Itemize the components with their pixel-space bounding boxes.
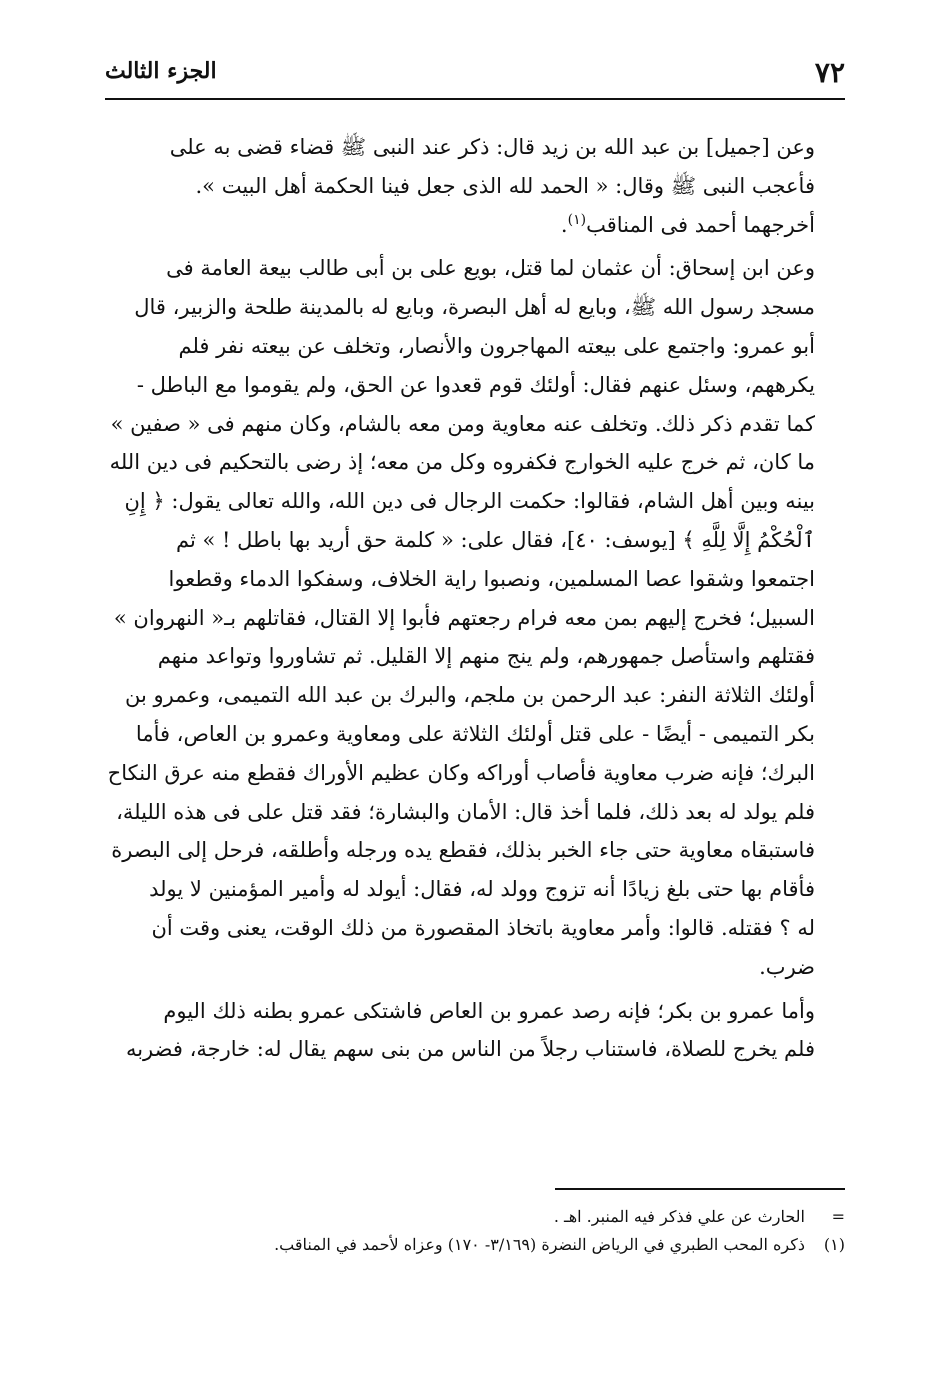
body-text	[105, 128, 845, 1074]
footnote-mark: (١)	[823, 1235, 845, 1254]
running-head	[105, 52, 845, 96]
footnote-continuation	[105, 1203, 845, 1231]
footnotes	[105, 1203, 845, 1259]
text-line: فأقام بها حتى بلغ زيادًا أنه تزوج وولد له، فقال: أيولد له وأمير المؤمنين لا يولد	[149, 877, 815, 902]
text-line: اجتمعوا وشقوا عصا المسلمين، ونصبوا راية الخلاف، وسفكوا الدماء وقطعوا	[168, 566, 815, 591]
text-line: فقتلهم واستأصل جمهورهم، ولم ينج منهم إلا القليل. ثم تشاوروا وتواعد منهم	[157, 644, 815, 669]
footnote-1	[105, 1231, 845, 1259]
volume-title: الجزء الثالث	[105, 58, 217, 84]
footnote-separator	[555, 1188, 845, 1190]
text-line: بكر التميمى - أيضًا - على قتل أولئك الثلاثة على ومعاوية وعمرو بن العاص، فأما	[135, 721, 815, 746]
text-line: وعن ابن إسحاق: أن عثمان لما قتل، بويع على بن أبى طالب بيعة العامة فى	[166, 256, 815, 281]
text-line: السبيل؛ فخرج إليهم بمن معه فرام رجعتهم فأبوا إلا القتال، فقاتلهم بـ« النهروان »	[113, 605, 815, 630]
text-line: أخرجهما أحمد فى المناقب	[586, 212, 815, 237]
text-line: بينه وبين أهل الشام، فقالوا: حكمت الرجال فى دين الله، والله تعالى يقول: ﴿ إِنِ	[124, 489, 815, 514]
text-line-with-footnote	[105, 206, 845, 245]
footnote-text: ذكره المحب الطبري في الرياض النضرة (٣/١٦٩- ١٧٠) وعزاه لأحمد في المناقب.	[274, 1235, 805, 1254]
text-line: وأما عمرو بن بكر؛ فإنه رصد عمرو بن العاص فاشتكى عمرو بطنه ذلك اليوم	[163, 998, 815, 1023]
text-line: له ؟ فقتله. قالوا: وأمر معاوية باتخاذ المقصورة من ذلك الوقت، يعنى وقت أن	[151, 915, 815, 940]
text-line: مسجد رسول الله ﷺ، وبايع له أهل البصرة، وبايع له بالمدينة طلحة والزبير، قال	[134, 295, 815, 320]
paragraph-2	[105, 249, 845, 986]
page-number: ٧٢	[814, 56, 845, 89]
header-rule	[105, 98, 845, 100]
text-line: فلم يولد له بعد ذلك، فلما أخذ قال: الأمان والبشارة؛ فقد قتل على فى هذه الليلة،	[116, 799, 815, 824]
footnote-text: الحارث عن علي فذكر فيه المنبر. اهـ .	[553, 1207, 805, 1226]
sentence-period: .	[560, 212, 568, 237]
text-line: أولئك الثلاثة النفر: عبد الرحمن بن ملجم، والبرك بن عبد الله التميمى، وعمرو بن	[124, 683, 815, 708]
text-line: فأعجب النبى ﷺ وقال: « الحمد لله الذى جعل فينا الحكمة أهل البيت ».	[195, 173, 815, 198]
text-line: يكرههم، وسئل عنهم فقال: أولئك قوم قعدوا عن الحق، ولم يقوموا مع الباطل -	[136, 372, 815, 397]
text-line: وعن [جميل] بن عبد الله بن زيد قال: ذكر عند النبى ﷺ قضاء قضى به على	[169, 135, 815, 159]
text-line: فلم يخرج للصلاة، فاستناب رجلاً من الناس من بنى سهم يقال له: خارجة، فضربه	[125, 1037, 815, 1062]
text-line: ضرب.	[759, 954, 815, 979]
footnote-mark: =	[831, 1207, 845, 1226]
text-line: فاستبقاه معاوية حتى جاء الخبر بذلك، فقطع يده ورجله وأطلقه، فرحل إلى البصرة	[111, 838, 815, 863]
text-line: البرك؛ فإنه ضرب معاوية فأصاب أوراكه وكان عظيم الأوراك فقطع منه عرق النكاح	[107, 760, 815, 785]
text-line: ما كان، ثم خرج عليه الخوارج فكفروه وكل من معه؛ إذ رضى بالتحكيم فى دين الله	[109, 450, 815, 475]
text-line: ٱلْحُكْمُ إِلَّا لِلَّهِ ﴾ [يوسف: ٤٠]، فقال على: « كلمة حق أريد بها باطل ! » ثم	[175, 527, 815, 552]
paragraph-1	[105, 128, 845, 244]
text-line: أبو عمرو: واجتمع على بيعته المهاجرون والأنصار، وتخلف عن بيعته نفر فلم	[178, 333, 815, 358]
text-line: كما تقدم ذكر ذلك. وتخلف عنه معاوية ومن معه بالشام، وكان منهم فى « صفين »	[110, 411, 815, 436]
paragraph-3	[105, 992, 845, 1070]
footnote-reference[interactable]: (١)	[567, 211, 587, 228]
